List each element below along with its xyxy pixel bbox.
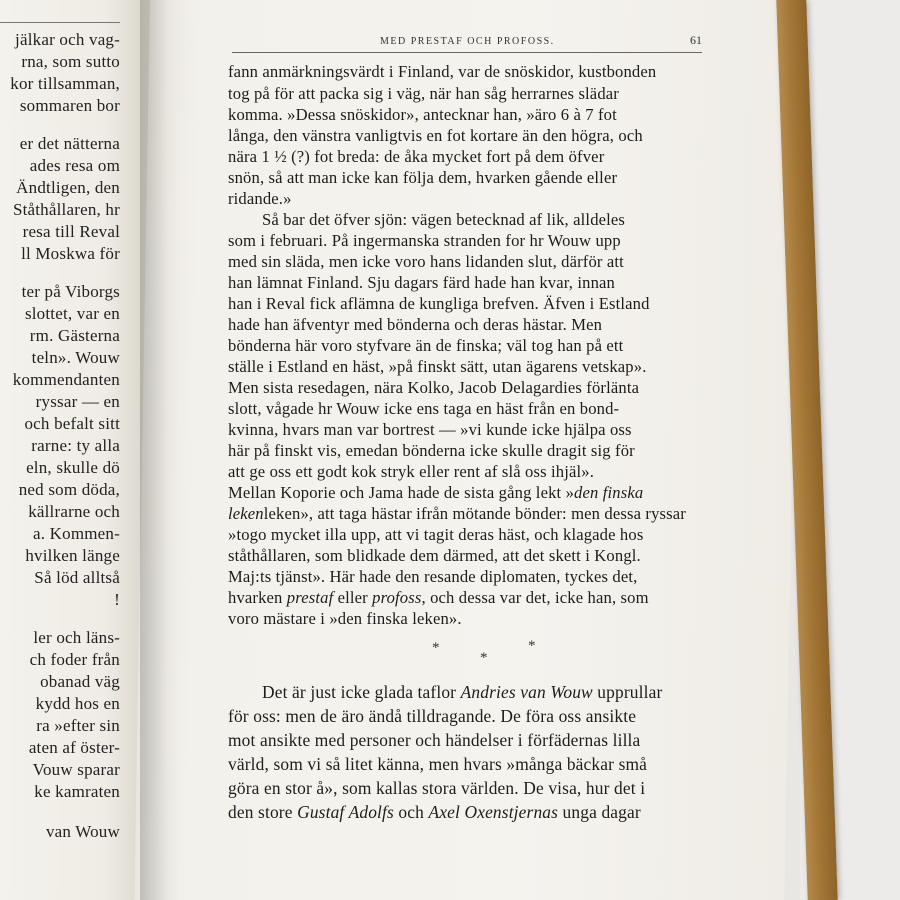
text-line: ståthållaren, som blidkade dem därmed, att det skett i Kongl.	[228, 546, 641, 565]
text-line: fann anmärkningsvärdt i Finland, var de snöskidor, kustbonden	[228, 62, 657, 81]
text-line: Men sista resedagen, nära Kolko, Jacob Delagardies förlänta	[228, 378, 640, 397]
left-text-line: ter på Viborgs	[21, 282, 120, 301]
text-segment: Det är just icke glada taflor	[262, 682, 461, 702]
text-line: tog på för att packa sig i väg, när han såg herrarnes slädar	[228, 84, 619, 103]
text-line: voro mästare i »den finska leken».	[228, 609, 462, 628]
italic-text: den finska	[574, 483, 644, 502]
italic-text: Andries van Wouw	[460, 682, 593, 702]
text-segment: upprullar	[592, 682, 663, 702]
text-segment: Mellan Koporie och Jama hade de sista gång lekt »	[228, 483, 575, 502]
text-line: nära 1 ½ (?) fot breda: de åka mycket fort på dem öfver	[228, 147, 605, 166]
text-line: göra en stor å», som kallas stora världen. De visa, hur det i	[228, 778, 646, 798]
left-text-line: och befalt sitt	[24, 414, 120, 433]
text-line: kvinna, hvars man var bortrest — »vi kunde icke hjälpa oss	[228, 420, 632, 439]
text-line: som i februari. På ingermanska stranden for hr Wouw upp	[228, 231, 621, 250]
left-text-line: !	[114, 590, 120, 609]
left-text-line: Vouw sparar	[32, 760, 120, 779]
text-segment: leken», att taga hästar ifrån mötande bönder: men dessa ryssar	[263, 504, 686, 523]
text-line	[228, 802, 641, 823]
text-line: hade han äfventyr med bönderna och deras hästar. Men	[228, 315, 603, 334]
left-text-line: Så löd alltså	[34, 568, 120, 587]
text-segment: , och dessa var det, icke han, som	[421, 588, 649, 607]
text-segment: den store	[228, 802, 298, 822]
left-text-line: rm. Gästerna	[29, 326, 120, 345]
text-line: för oss: men de äro ändå tilldragande. De föra oss ansikte	[228, 706, 637, 726]
text-line: långa, den vänstra vanligtvis en fot kortare än den högra, och	[228, 126, 643, 145]
left-text-line: slottet, var en	[24, 304, 120, 323]
italic-text: profoss	[372, 588, 422, 607]
left-text-line: ryssar — en	[35, 392, 120, 411]
left-text-line: Ändtligen, den	[16, 178, 120, 197]
left-text-line: ler och läns-	[33, 628, 120, 647]
text-segment: och	[393, 802, 429, 822]
text-line: Så bar det öfver sjön: vägen betecknad af lik, alldeles	[262, 210, 626, 229]
separator-star: *	[432, 640, 440, 656]
italic-text: leken	[228, 504, 264, 523]
italic-text: Gustaf Adolfs	[297, 802, 394, 822]
left-text-line: ke kamraten	[34, 782, 120, 801]
left-text-line: ll Moskwa för	[21, 244, 120, 263]
italic-text: Axel Oxenstjernas	[428, 802, 559, 822]
italic-text: prestaf	[286, 588, 334, 607]
text-line: »togo mycket illa upp, att vi tagit deras häst, och klagade hos	[228, 525, 644, 544]
text-line: ställe i Estland en häst, »på finskt sätt, utan ägarens vetskap».	[228, 357, 647, 376]
text-line: slott, vågade hr Wouw icke ens taga en häst från en bond-	[228, 399, 620, 418]
left-text-line: van Wouw	[45, 822, 120, 841]
left-text-line: kor tillsamman,	[10, 74, 120, 93]
header-rule	[232, 52, 702, 53]
left-text-line: obanad väg	[40, 672, 120, 691]
left-text-line: aten af öster-	[28, 738, 120, 757]
text-line: han i Reval fick aflämna de kungliga brefven. Äfven i Estland	[228, 294, 650, 313]
page-gutter-shadow	[140, 0, 180, 900]
text-line: här på finskt vis, emedan bönderna icke skulle dragit sig för	[228, 441, 635, 460]
left-text-line: källrarne och	[28, 502, 120, 521]
left-text-line: ned som döda,	[18, 480, 120, 499]
left-text-line: a. Kommen-	[33, 524, 120, 543]
separator-star: *	[528, 638, 536, 654]
left-text-line: jälkar och vag-	[15, 30, 120, 49]
left-text-line: er det nätterna	[19, 134, 120, 153]
left-text-line: eln, skulle dö	[26, 458, 120, 477]
text-line: Maj:ts tjänst». Här hade den resande diplomaten, tyckes det,	[228, 567, 638, 586]
left-text-line: ades resa om	[29, 156, 120, 175]
left-page	[0, 0, 150, 900]
text-line	[262, 682, 662, 703]
left-text-line: kydd hos en	[35, 694, 120, 713]
left-text-line: Ståthållaren, hr	[12, 200, 120, 219]
text-line: komma. »Dessa snöskidor», antecknar han, »äro 6 à 7 fot	[228, 105, 617, 124]
text-line: bönderna här voro styfvare än de finska; väl tog han på ett	[228, 336, 624, 355]
left-text-line: ra »efter sin	[36, 716, 120, 735]
left-text-line: sommaren bor	[19, 96, 120, 115]
text-line	[228, 588, 649, 608]
left-text-line: rna, som sutto	[21, 52, 120, 71]
left-text-line: resa till Reval	[22, 222, 120, 241]
left-header-rule	[0, 22, 120, 23]
left-text-line: rarne: ty alla	[31, 436, 120, 455]
text-line: att ge oss ett godt kok stryk eller rent af slå oss ihjäl».	[228, 462, 595, 481]
text-line: han lämnat Finland. Sju dagars färd hade han kvar, innan	[228, 273, 615, 292]
text-line: ridande.»	[228, 189, 292, 208]
left-text-line: hvilken länge	[25, 546, 120, 565]
text-segment: eller	[333, 588, 373, 607]
left-text-line: kommendanten	[12, 370, 120, 389]
text-segment: unga dagar	[558, 802, 641, 822]
text-line	[228, 483, 643, 503]
left-text-line: ch foder från	[29, 650, 120, 669]
left-text-line: teln». Wouw	[31, 348, 120, 367]
page-number: 61	[690, 33, 702, 47]
text-line	[228, 504, 686, 524]
text-line: med sin släda, men icke voro hans lidanden slut, därför att	[228, 252, 624, 271]
text-segment: hvarken	[228, 588, 287, 607]
separator-star: *	[480, 650, 488, 666]
running-head: MED PRESTAF OCH PROFOSS.	[380, 36, 555, 47]
text-line: snön, så att man icke kan följa dem, hvarken gående eller	[228, 168, 618, 187]
text-line: mot ansikte med personer och händelser i förfädernas lilla	[228, 730, 641, 750]
text-line: värld, som vi så litet känna, men hvars »många bäckar små	[228, 754, 648, 774]
